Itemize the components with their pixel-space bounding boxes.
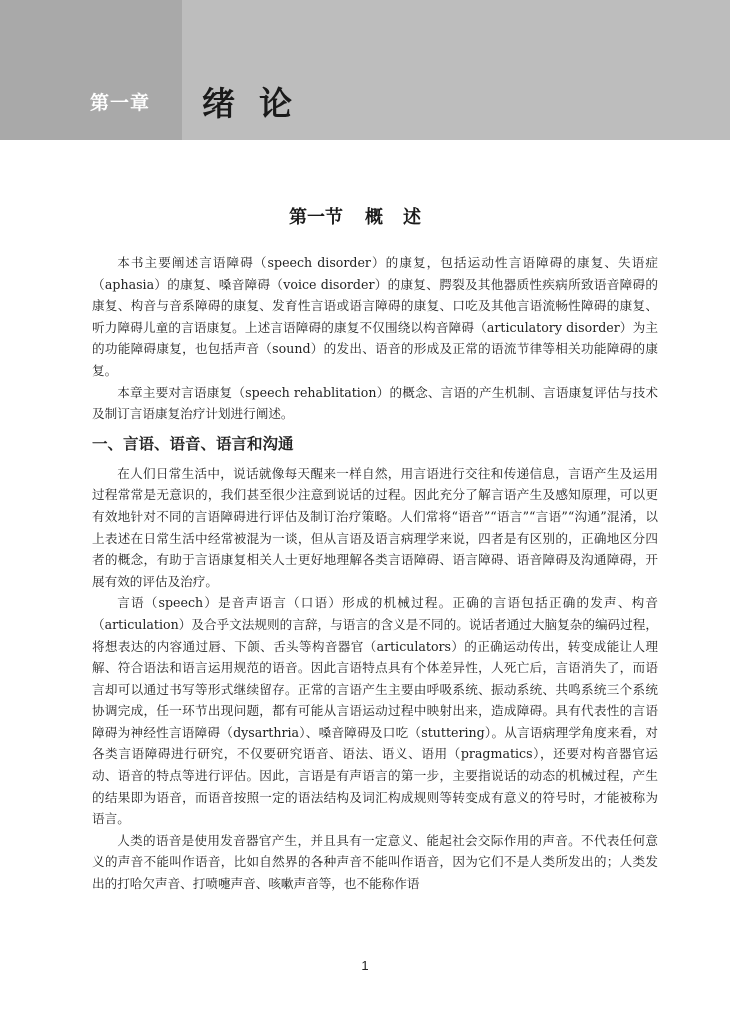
chapter-title: 绪论 — [202, 84, 316, 123]
page-number: 1 — [361, 958, 369, 973]
subsection-heading: 一、言语、语音、语言和沟通 — [92, 434, 294, 453]
chapter-label: 第一章 — [90, 92, 151, 114]
section-title — [0, 203, 730, 229]
intro-paragraph: 本章主要对言语康复（speech rehablitation）的概念、言语的产生机制、言语康复评估与技术及制订言语康复治疗计划进行阐述。 — [92, 384, 658, 422]
body-paragraph: 言语（speech）是音声语言（口语）形成的机械过程。正确的言语包括正确的发声、构音（articulation）及合乎文法规则的言辞，与语言的含义是不同的。说话者通过大脑复杂的编码过程，将想表达的内容通过唇、下颌、舌头等构音器官（articulators）的正确运动传出，转变成能让人理解、符合语法和语言运用规范的语音。因此言语特点具有个体差异性，人死亡后，言语消失了，而语言却可以通过书写等形式继续留存。正常的言语产生主要由呼吸系统、振动系统、共鸣系统三个系统协调完成，任一环节出现问题，都有可能从言语运动过程中映射出来，造成障碍。具有代表性的言语障碍为神经性言语障碍（dysarthria）、嗓音障碍及口吃（stuttering）。从言语病理学角度来看，对各类言语障碍进行研究，不仅要研究语音、语法、语义、语用（pragmatics），还要对构音器官运动、语音的特点等进行评估。因此，言语是有声语言的第一步，主要指说话的动态的机械过程，产生的结果即为语音，而语音按照一定的语法结构及词汇构成规则等转变成有意义的符号时，才能被称为语言。 — [92, 595, 658, 827]
section-name: 概述 — [365, 207, 441, 228]
body-paragraph: 在人们日常生活中，说话就像每天醒来一样自然，用言语进行交往和传递信息，言语产生及运用过程常常是无意识的，我们甚至很少注意到说话的过程。因此充分了解言语产生及感知原理，可以更有效地针对不同的言语障碍进行评估及制订治疗策略。人们常将“语音”“语言”“言语”“沟通”混淆，以上表述在日常生活中经常被混为一谈，但从言语及语言病理学来说，四者是有区别的，正确地区分四者的概念，有助于言语康复相关人士更好地理解各类言语障碍、语言障碍、语音障碍及沟通障碍，开展有效的评估及治疗。 — [92, 465, 658, 589]
section-number: 第一节 — [289, 207, 343, 228]
intro-paragraph: 本书主要阐述言语障碍（speech disorder）的康复，包括运动性言语障碍的康复、失语症（aphasia）的康复、嗓音障碍（voice disorder）的康复、腭裂及其他器质性疾病所致语音障碍的康复、构音与音系障碍的康复、发育性言语或语言障碍的康复、口吃及其他言语流畅性障碍的康复、听力障碍儿童的言语康复。上述言语障碍的康复不仅围绕以构音障碍（articulatory disorder）为主的功能障碍康复，也包括声音（sound）的发出、语音的形成及正常的语流节律等相关功能障碍的康复。 — [92, 255, 658, 378]
chapter-header-tab — [0, 0, 182, 140]
page-body — [92, 252, 658, 895]
body-paragraph: 人类的语音是使用发音器官产生，并且具有一定意义、能起社会交际作用的声音。不代表任何意义的声音不能叫作语音，比如自然界的各种声音不能叫作语音，因为它们不是人类所发出的；人类发出的打哈欠声音、打喷嚏声音、咳嗽声音等，也不能称作语 — [92, 832, 658, 892]
